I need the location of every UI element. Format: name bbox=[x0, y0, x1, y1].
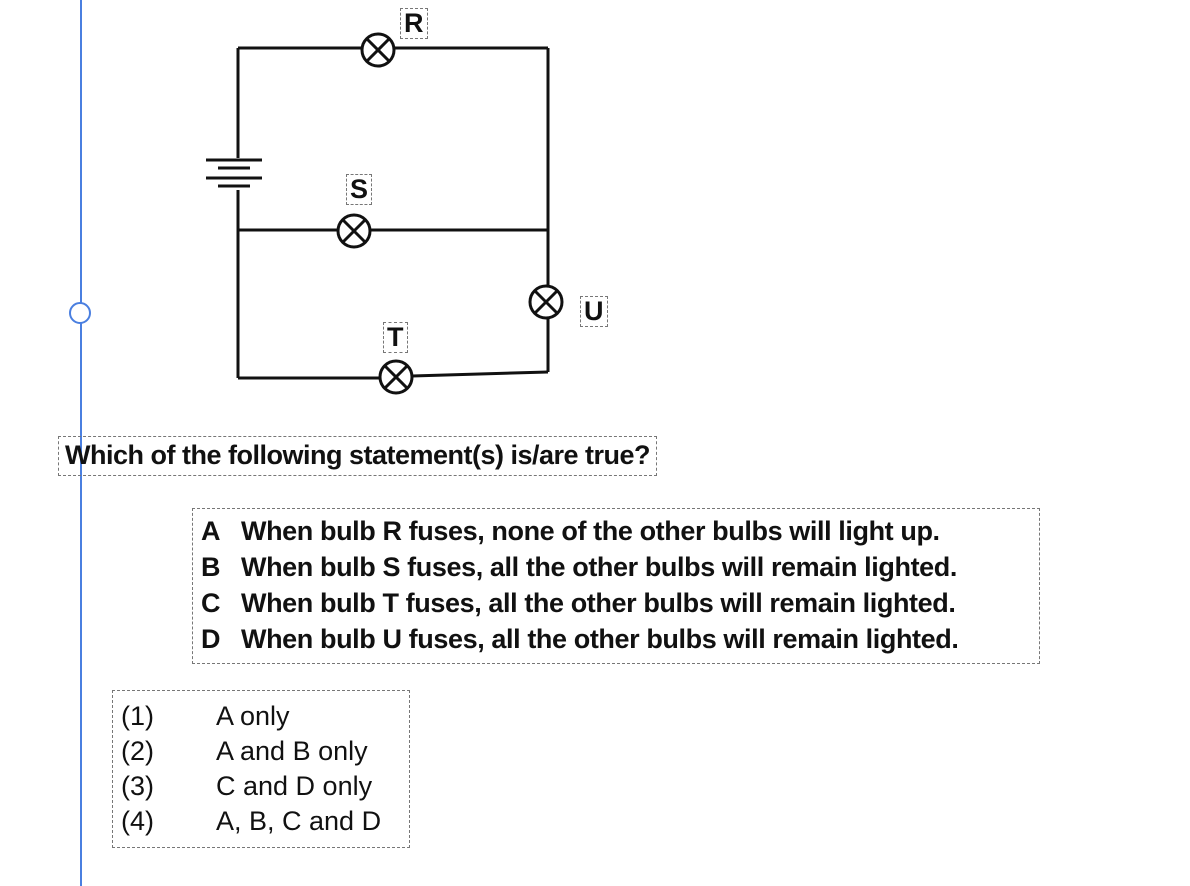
bulb-t-label[interactable]: T bbox=[383, 322, 408, 353]
bulb-s-symbol bbox=[338, 215, 370, 247]
battery-symbol bbox=[206, 160, 262, 186]
statement-letter: D bbox=[201, 624, 221, 654]
option-number: (3) bbox=[121, 771, 154, 801]
option-text: A and B only bbox=[216, 736, 368, 766]
statement-text: When bulb R fuses, none of the other bulbs will light up. bbox=[241, 516, 940, 546]
option-number: (4) bbox=[121, 806, 154, 836]
option-number: (1) bbox=[121, 701, 154, 731]
circuit-diagram bbox=[0, 0, 1190, 430]
bulb-r-label[interactable]: R bbox=[400, 8, 428, 39]
option-text: A only bbox=[216, 701, 290, 731]
statement-d bbox=[201, 621, 1031, 657]
option-1 bbox=[121, 699, 403, 734]
statement-text: When bulb T fuses, all the other bulbs will remain lighted. bbox=[241, 588, 956, 618]
bulb-u-symbol bbox=[530, 286, 562, 318]
option-text: C and D only bbox=[216, 771, 373, 801]
option-text: A, B, C and D bbox=[216, 806, 382, 836]
statement-letter: B bbox=[201, 552, 221, 582]
bulb-t-symbol bbox=[380, 361, 412, 393]
bulb-r-symbol bbox=[362, 34, 394, 66]
statement-a bbox=[201, 513, 1031, 549]
bulb-s-label[interactable]: S bbox=[346, 174, 372, 205]
option-4 bbox=[121, 804, 403, 839]
answer-options-box[interactable] bbox=[112, 690, 410, 848]
option-3 bbox=[121, 769, 403, 804]
option-2 bbox=[121, 734, 403, 769]
statement-c bbox=[201, 585, 1031, 621]
statement-b bbox=[201, 549, 1031, 585]
statements-box[interactable] bbox=[192, 508, 1040, 664]
statement-letter: C bbox=[201, 588, 221, 618]
bulb-u-label[interactable]: U bbox=[580, 296, 608, 327]
statement-text: When bulb S fuses, all the other bulbs will remain lighted. bbox=[241, 552, 957, 582]
statement-text: When bulb U fuses, all the other bulbs will remain lighted. bbox=[241, 624, 959, 654]
statement-letter: A bbox=[201, 516, 221, 546]
question-text[interactable]: Which of the following statement(s) is/are true? bbox=[58, 436, 657, 476]
option-number: (2) bbox=[121, 736, 154, 766]
